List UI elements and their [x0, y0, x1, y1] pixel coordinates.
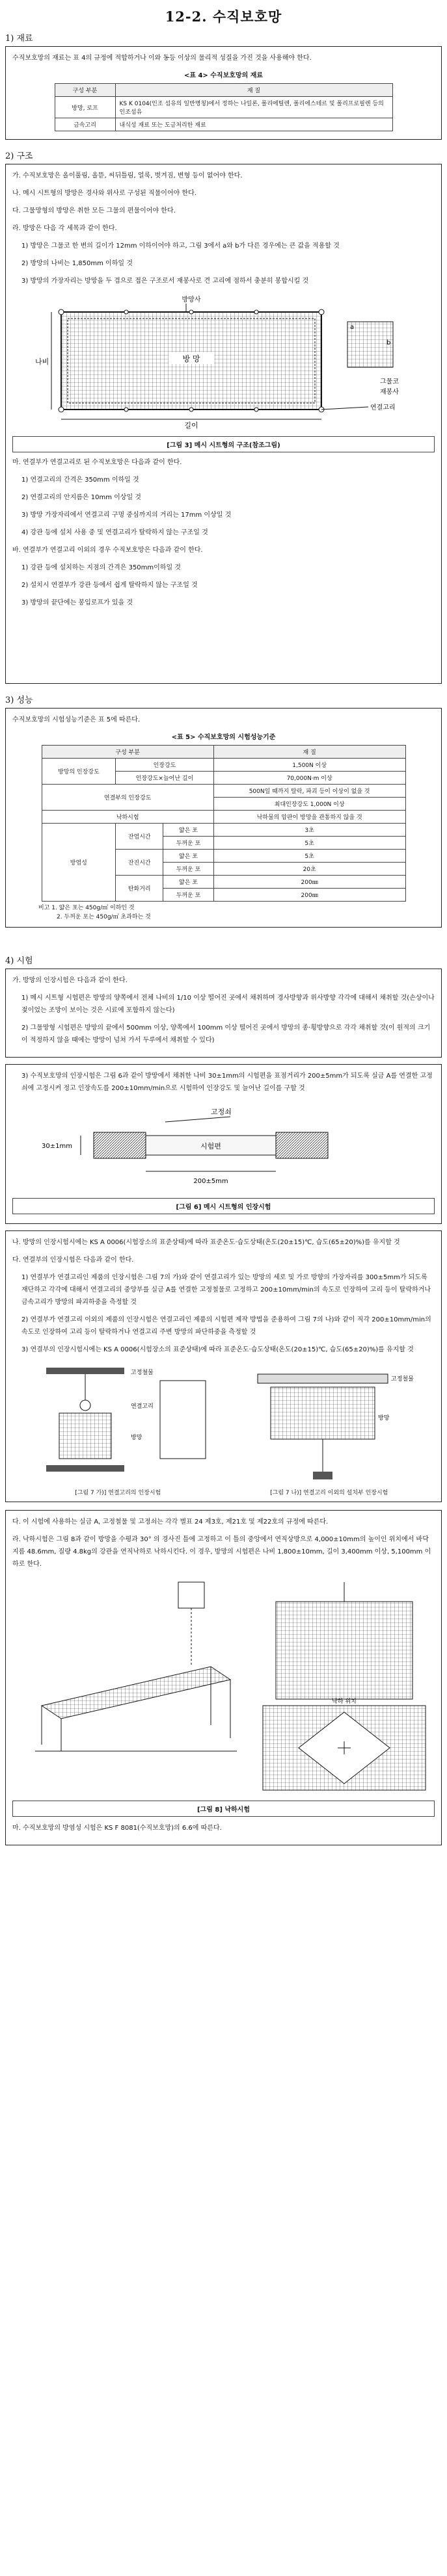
figure7a-caption: [그림 7 가)] 연결고리의 인장시험: [75, 1490, 161, 1496]
structure-text: 마. 연결부가 연결고리로 된 수직보호망은 다음과 같이 한다.: [12, 459, 182, 466]
table5-cell: 잔염시간: [116, 824, 163, 850]
test-item: 1) 메시 시트형 시험편은 방망의 양쪽에서 전체 나비의 1/10 이상 떨어진 곳에서 채취하며 경사방향과 위사방향 각각에 대해서 채취할 것(손상이나 젖이었는 조망이 보이는 것은 시료에 포함하지 않는다): [21, 995, 435, 1014]
figure6-tensile-test: [16, 1100, 432, 1194]
figure7b-attach-test: [232, 1361, 427, 1488]
fig7b-label: 고정철물: [390, 1376, 414, 1383]
structure-text: 가. 수직보호망은 올이풀림, 올뜯, 씨뒤틀림, 얼룩, 벗겨짐, 변형 등이 없어야 한다.: [12, 172, 243, 179]
figure7-captions: [12, 1488, 435, 1496]
fig6-center-label: 시험편: [200, 1142, 221, 1151]
figure6-caption: [그림 6] 메시 시트형의 인장시험: [12, 1198, 435, 1214]
table4-cell: 내식성 재료 또는 도금처리한 재료: [115, 118, 392, 131]
table5-cell: 방망의 인장강도: [42, 759, 116, 785]
figure8-drop-test: [16, 1576, 432, 1797]
table5-cell: 잔진시간: [116, 850, 163, 876]
fig3-center-label: 방 망: [182, 354, 200, 363]
figure8-caption: [그림 8] 낙하시험: [12, 1801, 435, 1817]
table5-cell: 5초: [213, 837, 405, 850]
table5-cell: 200㎜: [213, 876, 405, 889]
structure-item: 1) 강관 등에 설치하는 지점의 간격은 350mm이하일 것: [21, 564, 181, 571]
section-heading-structure: 2) 구조: [5, 151, 33, 161]
fig3-r1-label: 그물코: [379, 378, 399, 385]
table5-caption: <표 5> 수직보호망의 시험성능기준: [171, 734, 276, 741]
structure-text: 다. 그물망형의 방망은 취한 모든 그물의 편물이어야 한다.: [12, 207, 176, 215]
table5-note: 2. 두꺼운 포는 450g/㎡ 초과하는 것: [57, 913, 151, 920]
test-item: 1) 연결부가 연결고리인 제품의 인장시험은 그림 7의 가)와 같이 연결고리가 있는 방망의 세로 및 가로 방향의 가장자리를 300±5mm가 되도록 재단하고 각각에 대해서 연결고리의 중앙부를 실금 A를 연결한 고정철물로 고정하고 200±10mm/min의 속도로 인장하여 고리 등이 탈락하거나 금속고리가 방망의 파괴하중을 측정할 것: [21, 1274, 431, 1306]
table5-cell: 연결부의 인장강도: [42, 785, 213, 811]
section-heading-performance: 3) 성능: [5, 696, 33, 705]
table5-cell: 방염성: [42, 824, 116, 902]
table5-cell: 두꺼운 포: [163, 837, 214, 850]
structure-item: 1) 방망은 그물코 한 변의 길이가 12mm 이하이어야 하고, 그림 3에서 a와 b가 다른 경우에는 큰 값을 적용할 것: [21, 242, 340, 250]
fig8-top-label: 낙하 위치: [331, 1698, 357, 1705]
test-text: 나. 방망의 인장시험시에는 KS A 0006(시험장소의 표준상태)에 따라 표준온도·습도상태(온도(20±15)℃, 습도(65±20)%)를 유지할 것: [12, 1239, 400, 1246]
fig3-r3-label: 연결고리: [370, 404, 396, 411]
structure-item: 2) 설치시 연결부가 강관 등에서 쉽게 탈락하지 않는 구조일 것: [21, 582, 198, 589]
structure-item: 3) 방망의 끝단에는 봉입로프가 있을 것: [21, 599, 133, 606]
table4-cell: KS K 0104(인조 섬유의 일반명칭)에서 정하는 나일론, 폴리에틸렌, 폴리에스테르 및 폴리프로필렌 등의 인조섬유: [115, 97, 392, 118]
fig3-r2-label: 재봉사: [379, 389, 399, 396]
table5-cell: 최대인장강도 1,000N 이상: [213, 798, 405, 811]
fig7a-label: 고정철물: [131, 1370, 154, 1376]
fig7a-label: 방망: [131, 1435, 142, 1441]
structure-text: 라. 방망은 다음 각 세목과 같이 한다.: [12, 225, 117, 232]
fig6-bottom-label: 200±5mm: [193, 1178, 228, 1185]
structure-text: 나. 메시 시트형의 방망은 경사와 위사로 구성된 직물이어야 한다.: [12, 190, 196, 197]
clamp-left: [94, 1132, 146, 1158]
table5-note: 비고 1. 얇은 포는 450g/㎡ 이하인 것: [38, 905, 135, 911]
test-text: 다. 연결부의 인장시험은 다음과 같이 한다.: [12, 1256, 134, 1264]
fig7a-label: 연결고리: [131, 1403, 154, 1410]
fig3-a-label: a: [349, 324, 354, 331]
test-item: 2) 그물망형 시험편은 방망의 끝에서 500mm 이상, 양쪽에서 100mm 이상 떨어진 곳에서 방망의 종·횡방향으로 각각 채취할 것(이 원적의 크기이 적정하지 않을 때에는 방망이 넘쳐 가서 두루에서 채취할 수 있다): [21, 1024, 431, 1044]
test-text: 가. 방망의 인장시험은 다음과 같이 한다.: [12, 977, 128, 984]
table5-cell: 인장강도: [116, 759, 214, 772]
table5-cell: 70,000N·m 이상: [213, 772, 405, 785]
table4-header: 구성 부분: [55, 84, 115, 97]
structure-item: 1) 연결고리의 간격은 350mm 이하일 것: [21, 476, 139, 484]
table5-header: 구성 부분: [42, 746, 213, 759]
table4-caption: <표 4> 수직보호망의 재료: [183, 72, 264, 79]
table4-cell: 방망, 로프: [55, 97, 115, 118]
structure-item: 3) 방망의 가장자리는 방망을 두 겹으로 접은 구조로서 재봉사로 견 고리에 점하서 충분히 봉합시킬 것: [21, 278, 309, 285]
test-item: 3) 연결부의 인장시험시에는 KS A 0006(시험장소의 표준상태)에 따라 표준온도·습도상태(온도(20±15)℃, 습도(65±20)%)를 유지할 것: [21, 1346, 414, 1353]
table4: [55, 83, 393, 131]
test-item: 2) 연결부가 연결고리 이외의 제품의 인장시험은 연결고리인 제품의 시험편 제작 방법을 준용하여 그림 7의 나)와 같이 직각 200±10mm/min의 속도로 인장하여 고리 등이 탈락하거나 연결고리 주변 방망의 파단하중을 측정할 것: [21, 1316, 431, 1336]
fig3-left-label: 나비: [34, 358, 49, 366]
table5: [42, 745, 406, 902]
table5-cell: 인장강도×늘어난 길이: [116, 772, 214, 785]
table5-cell: 1,500N 이상: [213, 759, 405, 772]
table5-cell: 얇은 포: [163, 824, 214, 837]
table4-header: 재 질: [115, 84, 392, 97]
structure-item: 2) 방망의 나비는 1,850mm 이하일 것: [21, 260, 133, 267]
page-title: 12-2. 수직보호망: [165, 8, 282, 25]
table5-cell: 5초: [213, 850, 405, 863]
test-box-a: [5, 969, 442, 1058]
table5-cell: 200㎜: [213, 889, 405, 902]
figure7-row: [12, 1361, 435, 1488]
structure-item: 4) 강관 등에 설치 사용 중 및 연결고리가 탈락하지 않는 구조일 것: [21, 529, 208, 536]
fig3-bottom-label: 길이: [183, 421, 198, 430]
table5-cell: 낙하시험: [42, 811, 213, 824]
performance-intro: 수직보호망의 시험성능기준은 표 5에 따른다.: [12, 716, 141, 723]
fig3-b-label: b: [386, 339, 390, 346]
fig3-top-label: 방망사: [182, 296, 200, 304]
materials-box: [5, 46, 442, 140]
figure7b-caption: [그림 7 나)] 연결고리 이외의 설치부 인장시험: [270, 1490, 388, 1496]
structure-text: 바. 연결부가 연결고리 이외의 경우 수직보호망은 다음과 같이 한다.: [12, 547, 203, 554]
table5-cell: 얇은 포: [163, 876, 214, 889]
test-text: 다. 이 시험에 사용하는 실금 A, 고정철물 및 고정쇠는 각각 별표 24 제3호, 제21호 및 제22호의 규정에 따른다.: [12, 1518, 329, 1526]
fig7b-label: 방망: [377, 1415, 390, 1422]
test-box-b: [5, 1064, 442, 1224]
table5-cell: 20초: [213, 863, 405, 876]
test-text: 마. 수직보호망의 방염성 시험은 KS F 8081(수직보호망)의 6.6에 따른다.: [12, 1825, 222, 1832]
table5-cell: 두꺼운 포: [163, 863, 214, 876]
table5-cell: 낙하물의 압판이 방망을 관통하지 않을 것: [213, 811, 405, 824]
materials-intro: 수직보호망의 재료는 표 4의 규정에 적합하거나 이와 동등 이상의 물리적 성질을 가진 것을 사용해야 한다.: [12, 55, 312, 62]
table5-header: 재 질: [213, 746, 405, 759]
structure-box: [5, 164, 442, 684]
structure-item: 2) 연결고리의 안지름은 10mm 이상일 것: [21, 494, 141, 501]
table5-cell: 두꺼운 포: [163, 889, 214, 902]
section-heading-test: 4) 시험: [5, 956, 33, 966]
test-box-d: [5, 1510, 442, 1845]
performance-box: [5, 708, 442, 928]
test-text: 라. 낙하시험은 그림 8과 같이 방망을 수평과 30° 의 경사진 틀에 고정하고 이 틀의 중앙에서 연직상방으로 4,000±10mm의 높이인 위치에서 바닥지름 48.6mm, 질량 4.8kg의 강관을 연직낙하로 낙하시킨다. 이 경우, 방망의 시험편은 나비 1,800±10mm, 길이 3,400mm 이상, 5,100mm 이하로 한다.: [12, 1536, 431, 1568]
structure-item: 3) 방망 가장자리에서 연결고리 구멍 중심까지의 거리는 17mm 이상일 것: [21, 512, 232, 519]
figure7a-ring-test: [20, 1361, 215, 1488]
section-heading-materials: 1) 재료: [5, 34, 33, 44]
table5-cell: 3초: [213, 824, 405, 837]
table4-cell: 금속고리: [55, 118, 115, 131]
test-item: 3) 수직보호망의 인장시험은 그림 6과 같이 방망에서 채취한 나비 30±1mm의 시험편을 표점거리가 200±5mm가 되도록 실금 A를 연결한 고정쇠에 고정시켜 정고 인장속도를 200±10mm/min으로 시험하여 인장강도 및 늘어난 길이를 구할 것: [21, 1073, 433, 1092]
clamp-right: [276, 1132, 328, 1158]
table5-cell: 탄화거리: [116, 876, 163, 902]
fig6-top-label: 고정쇠: [210, 1108, 232, 1116]
table5-cell: 500N일 때까지 탈락, 파괴 등이 이상이 없을 것: [213, 785, 405, 798]
test-box-c: [5, 1230, 442, 1502]
table5-cell: 얇은 포: [163, 850, 214, 863]
figure3-mesh-structure: [16, 293, 432, 432]
figure3-caption: [그림 3] 메시 시트형의 구조(참조그림): [12, 436, 435, 452]
fig6-left-label: 30±1mm: [41, 1143, 72, 1150]
